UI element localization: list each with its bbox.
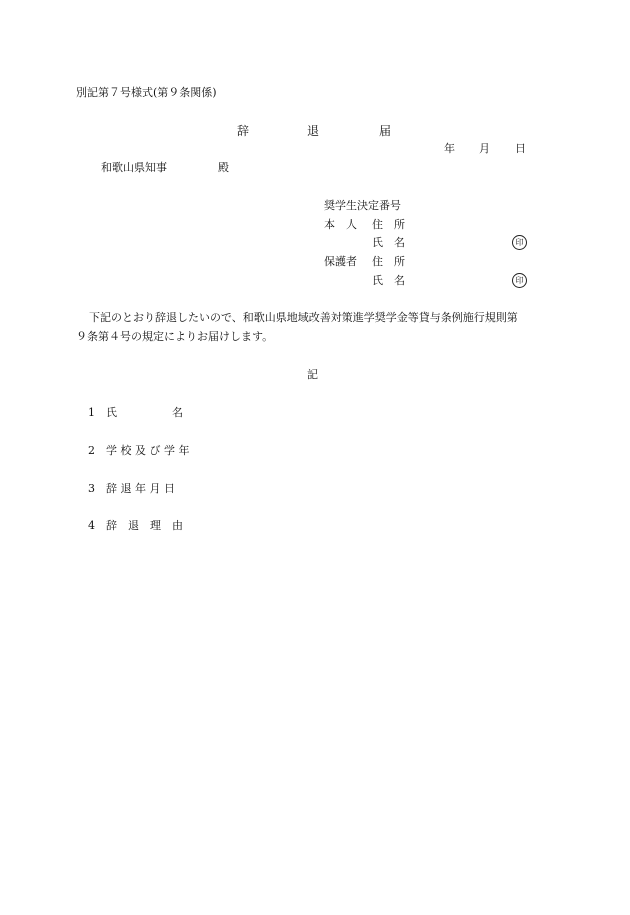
guardian-name-label: 氏 名 <box>372 274 405 287</box>
addressee-name: 和歌山県知事 <box>101 161 167 174</box>
item-number: 1 <box>88 406 95 419</box>
date-year: 年 <box>444 142 455 155</box>
body-line-1: 下記のとおり辞退したいので、和歌山県地域改善対策進学奨学金等貸与条例施行規則第 <box>89 311 518 324</box>
seal-icon: 印 <box>512 273 527 288</box>
ki-heading: 記 <box>307 368 318 381</box>
title-char-3: 届 <box>379 124 392 138</box>
item-number: 3 <box>88 482 95 495</box>
item-label: 氏 名 <box>106 406 183 419</box>
self-address-label: 住 所 <box>372 218 405 231</box>
guardian-label: 保護者 <box>324 255 357 268</box>
addressee-honorific: 殿 <box>218 161 229 174</box>
self-name-label: 氏 名 <box>372 236 405 249</box>
form-number: 別記第７号様式(第９条関係) <box>76 86 217 99</box>
date-day: 日 <box>515 142 526 155</box>
guardian-address-label: 住 所 <box>372 255 405 268</box>
self-label: 本 人 <box>324 218 357 231</box>
item-label: 学 校 及 び 学 年 <box>106 444 190 457</box>
scholarship-number-label: 奨学生決定番号 <box>324 199 401 212</box>
date-month: 月 <box>479 142 490 155</box>
title-char-1: 辞 <box>237 124 250 138</box>
item-number: 2 <box>88 444 95 457</box>
item-label: 辞 退 年 月 日 <box>106 482 175 495</box>
seal-icon: 印 <box>512 235 527 250</box>
title-char-2: 退 <box>307 124 320 138</box>
body-line-2: ９条第４号の規定によりお届けします。 <box>76 330 274 343</box>
item-number: 4 <box>88 519 95 532</box>
item-label: 辞 退 理 由 <box>106 519 183 532</box>
